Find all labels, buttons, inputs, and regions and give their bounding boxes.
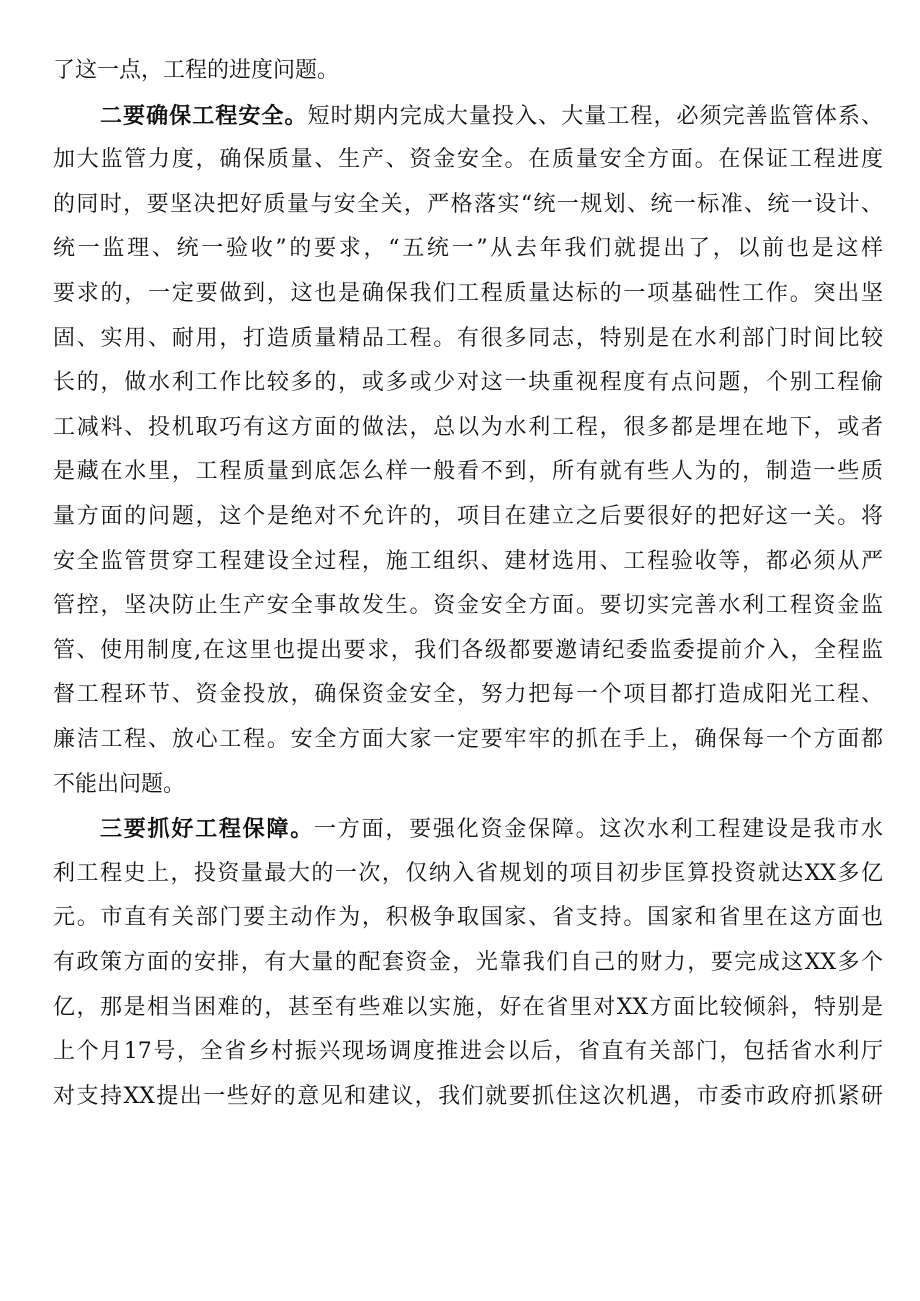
text-line — [53, 279, 883, 309]
text-line — [53, 903, 883, 933]
text-line — [53, 324, 883, 354]
line-text: 廉洁工程、放心工程。安全方面大家一定要牢牢的抓在手上，确保每一个方面都 — [53, 727, 883, 752]
text-line — [53, 770, 883, 800]
line-text: 一方面，要强化资金保障。这次水利工程建设是我市水 — [314, 817, 883, 842]
line-text: 长的，做水利工作比较多的，或多或少对这一块重视程度有点问题，个别工程偷 — [53, 370, 883, 395]
line-text: 有政策方面的安排，有大量的配套资金，光靠我们自己的财力，要完成这XX多个 — [53, 950, 883, 975]
line-text: 量方面的问题，这个是绝对不允许的，项目在建立之后要很好的把好这一关。将 — [53, 504, 883, 529]
line-text: 的同时，要坚决把好质量与安全关，严格落实“统一规划、统一标准、统一设计、 — [53, 192, 883, 217]
text-line — [53, 145, 883, 175]
text-line — [53, 1082, 883, 1112]
text-line — [53, 859, 883, 889]
line-text: 督工程环节、资金投放，确保资金安全，努力把每一个项目都打造成阳光工程、 — [53, 682, 883, 707]
line-text: 元。市直有关部门要主动作为，积极争取国家、省支持。国家和省里在这方面也 — [53, 905, 883, 930]
text-line — [100, 101, 883, 131]
text-line — [53, 636, 883, 666]
text-line — [53, 190, 883, 220]
line-text: 要求的，一定要做到，这也是确保我们工程质量达标的一项基础性工作。突出坚 — [53, 281, 883, 306]
text-line — [100, 814, 883, 844]
text-line — [53, 591, 883, 621]
line-text: 利工程史上，投资量最大的一次，仅纳入省规划的项目初步匡算投资就达XX多亿 — [53, 861, 883, 886]
line-text: 管、使用制度,在这里也提出要求，我们各级都要邀请纪委监委提前介入，全程监 — [53, 638, 883, 663]
line-text: 统一监理、统一验收”的要求，“五统一”从去年我们就提出了，以前也是这样 — [53, 236, 883, 261]
text-line — [53, 993, 883, 1023]
text-line — [53, 234, 883, 264]
text-line — [53, 457, 883, 487]
line-text: 对支持XX提出一些好的意见和建议，我们就要抓住这次机遇，市委市政府抓紧研 — [53, 1084, 883, 1109]
line-text: 固、实用、耐用，打造质量精品工程。有很多同志，特别是在水利部门时间比较 — [53, 326, 883, 351]
line-text: 上个月17号，全省乡村振兴现场调度推进会以后，省直有关部门，包括省水利厅 — [53, 1039, 883, 1064]
section-heading: 三要抓好工程保障。 — [100, 816, 315, 842]
line-text: 安全监管贯穿工程建设全过程，施工组织、建材选用、工程验收等，都必须从严 — [53, 549, 883, 574]
text-line — [53, 413, 883, 443]
text-line — [53, 680, 883, 710]
line-text: 短时期内完成大量投入、大量工程，必须完善监管体系、 — [307, 104, 883, 129]
text-line — [53, 725, 883, 755]
section-heading: 二要确保工程安全。 — [100, 103, 308, 129]
line-text: 工减料、投机取巧有这方面的做法，总以为水利工程，很多都是埋在地下，或者 — [53, 415, 883, 440]
text-line — [53, 502, 883, 532]
text-line — [53, 368, 883, 398]
line-text: 是藏在水里，工程质量到底怎么样一般看不到，所有就有些人为的，制造一些质 — [53, 459, 883, 484]
line-text: 加大监管力度，确保质量、生产、资金安全。在质量安全方面。在保证工程进度 — [53, 147, 883, 172]
text-line — [53, 56, 883, 86]
line-text: 不能出问题。 — [53, 772, 186, 797]
text-line — [53, 547, 883, 577]
line-text: 管控，坚决防止生产安全事故发生。资金安全方面。要切实完善水利工程资金监 — [53, 593, 883, 618]
text-line — [53, 948, 883, 978]
line-text: 了这一点，工程的进度问题。 — [53, 58, 340, 83]
line-text: 亿，那是相当困难的，甚至有些难以实施，好在省里对XX方面比较倾斜，特别是 — [53, 995, 883, 1020]
text-line — [53, 1037, 883, 1067]
